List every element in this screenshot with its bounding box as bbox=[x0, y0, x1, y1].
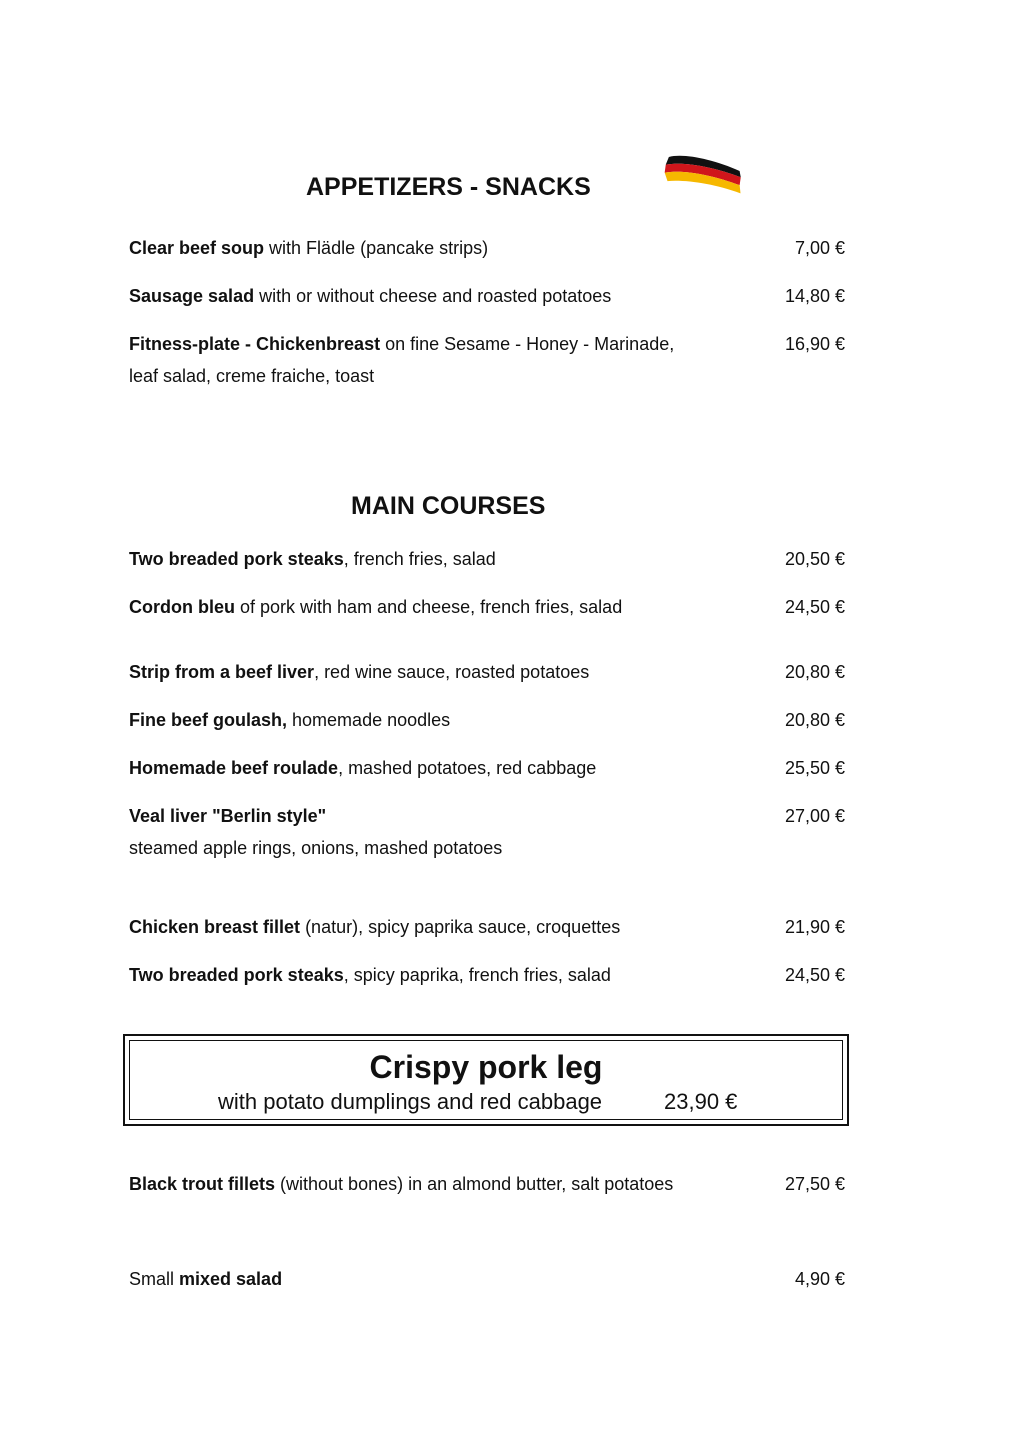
menu-item: Veal liver "Berlin style" bbox=[129, 806, 327, 826]
special-title: Crispy pork leg bbox=[369, 1049, 603, 1085]
menu-item: Two breaded pork steaks, spicy paprika, french fries, salad bbox=[129, 965, 611, 985]
special-price: 23,90 € bbox=[664, 1089, 738, 1114]
menu-item-price: 27,50 € bbox=[784, 1174, 845, 1194]
menu-item-price: 20,50 € bbox=[784, 549, 845, 569]
special-subtitle: with potato dumplings and red cabbage bbox=[218, 1089, 603, 1114]
menu-item-price: 20,80 € bbox=[784, 710, 845, 730]
menu-item-price: 7,00 € bbox=[794, 238, 845, 258]
menu-item: Small mixed salad bbox=[129, 1269, 283, 1289]
menu-item-price: 20,80 € bbox=[784, 662, 845, 682]
menu-item-price: 24,50 € bbox=[784, 965, 845, 985]
menu-item-price: 24,50 € bbox=[784, 597, 845, 617]
menu-item: Fitness-plate - Chickenbreast on fine Sesame - Honey - Marinade, bbox=[129, 334, 675, 354]
menu-item: Strip from a beef liver, red wine sauce, roasted potatoes bbox=[129, 662, 590, 682]
german-flag-icon bbox=[660, 152, 746, 208]
menu-item-price: 25,50 € bbox=[784, 758, 845, 778]
menu-item: Black trout fillets (without bones) in an almond butter, salt potatoes bbox=[129, 1174, 674, 1194]
special-box-inner-border bbox=[129, 1040, 843, 1120]
menu-item: Homemade beef roulade, mashed potatoes, red cabbage bbox=[129, 758, 597, 778]
menu-item: Two breaded pork steaks, french fries, salad bbox=[129, 549, 496, 569]
menu-item-description: leaf salad, creme fraiche, toast bbox=[129, 366, 375, 386]
menu-item: Sausage salad with or without cheese and roasted potatoes bbox=[129, 286, 612, 306]
section-heading-main-courses: MAIN COURSES bbox=[351, 492, 546, 520]
section-heading-appetizers: APPETIZERS - SNACKS bbox=[306, 173, 591, 201]
menu-item-price: 16,90 € bbox=[784, 334, 845, 354]
menu-item-price: 21,90 € bbox=[784, 917, 845, 937]
menu-item: Chicken breast fillet (natur), spicy paprika sauce, croquettes bbox=[129, 917, 621, 937]
menu-item: Fine beef goulash, homemade noodles bbox=[129, 710, 451, 730]
menu-item-price: 14,80 € bbox=[784, 286, 845, 306]
special-box bbox=[123, 1034, 849, 1126]
menu-item-price: 4,90 € bbox=[794, 1269, 845, 1289]
menu-item-price: 27,00 € bbox=[784, 806, 845, 826]
menu-item: Clear beef soup with Flädle (pancake strips) bbox=[129, 238, 489, 258]
menu-item: Cordon bleu of pork with ham and cheese, french fries, salad bbox=[129, 597, 623, 617]
menu-item-description: steamed apple rings, onions, mashed potatoes bbox=[129, 838, 503, 858]
